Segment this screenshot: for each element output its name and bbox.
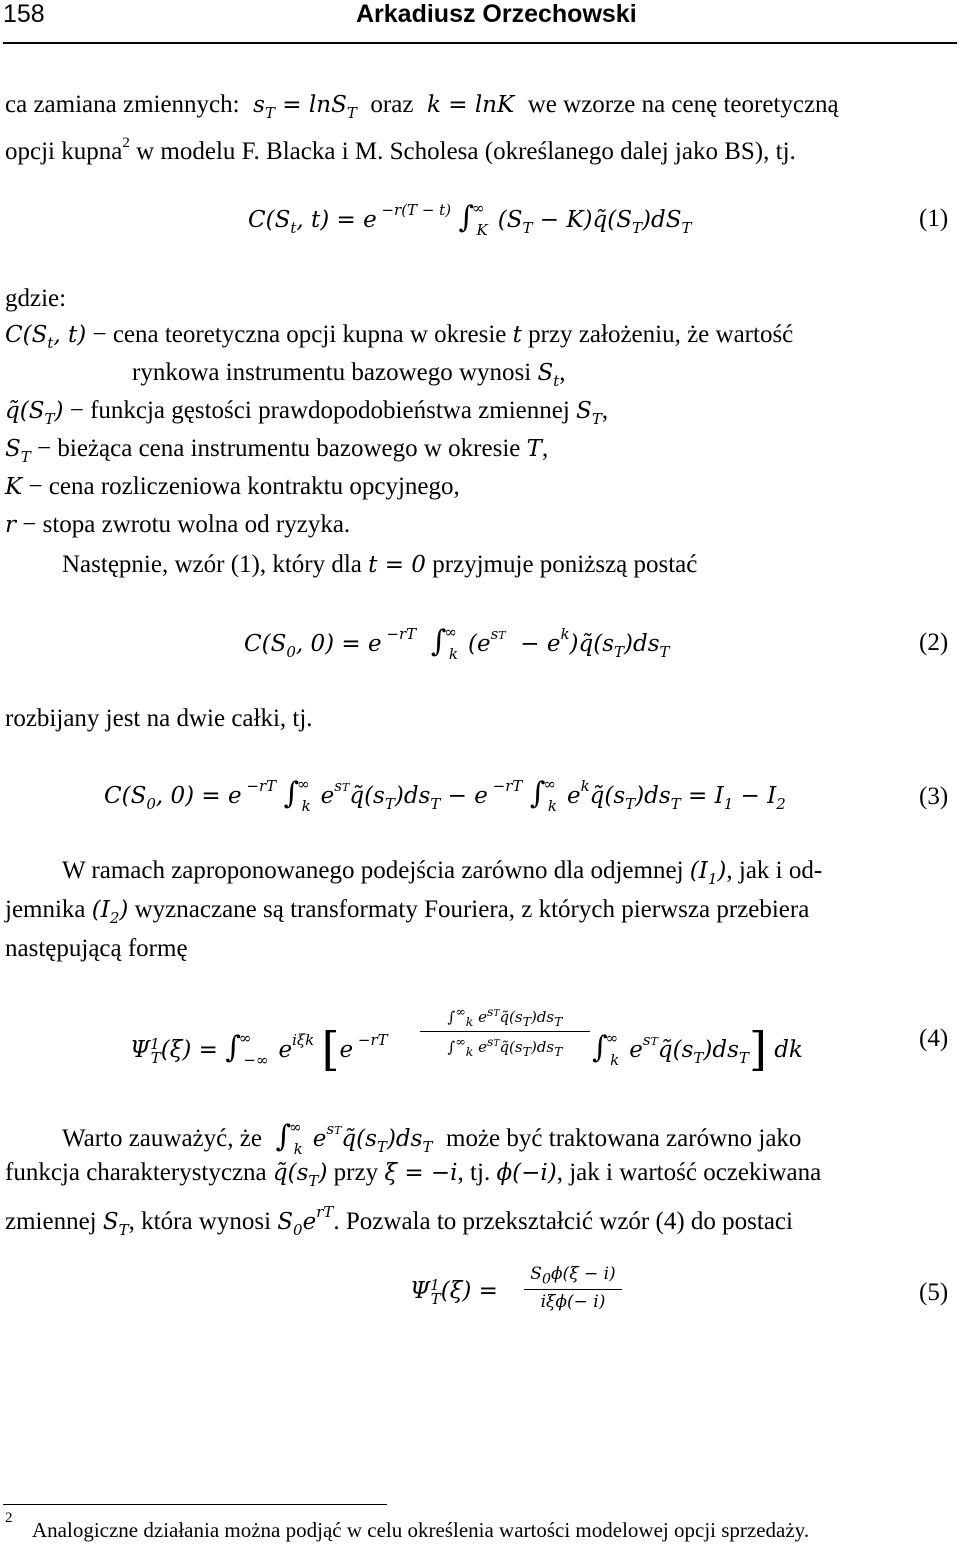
- definition-2: $q̃(S_T)$ − funkcja gęstości prawdopodobieństwa zmiennej $S_T$,: [5, 397, 609, 428]
- definition-4: K − cena rozliczeniowa kontraktu opcyjnego,: [5, 473, 460, 500]
- footnote-text: Analogiczne działania można podjąć w celu określenia wartości modelowej opcji sprzedaży.: [32, 1518, 810, 1542]
- equation-number: (1): [919, 205, 949, 232]
- equation-number: (5): [919, 1279, 949, 1306]
- intro-text: ca zamiana zmiennych:: [5, 91, 240, 118]
- equation-5: $\Psi^1_T(\xi)$ =: [410, 1276, 498, 1308]
- intro-text: we wzorze na cenę teoretyczną: [527, 91, 839, 118]
- equation-4-tail: $\int^\infty_k$ $e^{sT}q̃(s_T)ds_T$] dk: [592, 1022, 803, 1076]
- intro-text: opcji kupna: [5, 138, 123, 165]
- math-inline: $s_T = \ln S_T$: [245, 92, 357, 122]
- fraction: $S_0\phi(\xi - i)$ iξϕ(− i): [524, 1264, 622, 1312]
- footnote-number: 2: [5, 1510, 13, 1526]
- paragraph-text: rozbijany jest na dwie całki, tj.: [5, 705, 313, 732]
- definition-5: r − stopa zwrotu wolna od ryzyka.: [5, 511, 351, 538]
- intro-line-2: [5, 128, 796, 167]
- equation-4: $\Psi^1_T(\xi) = \int^\infty_{-\infty}$ $e^{i\xi k}$ [e $^{-rT}$: [130, 1022, 388, 1076]
- running-head-author: Arkadiusz Orzechowski: [356, 0, 637, 28]
- equation-number: (2): [919, 629, 949, 656]
- paragraph-text: Następnie, wzór (1), który dla t = 0 przyjmuje poniższą postać: [62, 551, 698, 578]
- intro-line-1: [5, 90, 839, 128]
- equation-2: $C(S_0$, 0) = e $^{-rT}$ $\int^\infty_k$ ($e^{sT}$ − $e^k)q̃(s_T)ds_T$: [244, 623, 670, 663]
- footnote-ref[interactable]: 2: [122, 135, 130, 151]
- gdzie-label: gdzie:: [5, 285, 67, 312]
- paragraph-text: zmiennej $S_T$, która wynosi $S_0e^{rT}$. Pozwala to przekształcić wzór (4) do postaci: [5, 1203, 793, 1239]
- paragraph-text: jemnika $(I_2)$ wyznaczane są transformaty Fouriera, z których pierwsza przebiera: [5, 896, 810, 927]
- equation-3: $C(S_0$, 0) = e $^{-rT}$ $\int^\infty_k$ $e^{sT}q̃(s_T)ds_T - e$ $^{-rT}$ $\int^\infty_k$ $e^kq̃(s_T)ds_T = I_1 - I_2$: [104, 775, 786, 815]
- intro-text: w modelu F. Blacka i M. Scholesa (określanego dalej jako BS), tj.: [136, 138, 796, 165]
- paragraph-text: Warto zauważyć, że $\int^\infty_k$ $e^{sT}q̃(s_T)ds_T$ może być traktowana zarówno jako: [62, 1118, 802, 1158]
- fraction: $\int^\infty_k$ $e^{sT}q̃(s_T)ds_T$ $\int^\infty_k$ $e^{sT}q̃(s_T)ds_T$: [420, 1004, 590, 1059]
- equation-number: (3): [919, 783, 949, 810]
- header-rule: [3, 42, 957, 44]
- definition-1: $C(S_t$, t) − cena teoretyczna opcji kupna w okresie t przy założeniu, że wartość: [5, 321, 794, 352]
- math-inline: k = lnK: [419, 92, 522, 118]
- intro-text: oraz: [370, 91, 414, 118]
- footnote-rule: [3, 1504, 387, 1505]
- definition-3: $S_T$ − bieżąca cena instrumentu bazowego w okresie T,: [5, 435, 549, 466]
- paragraph-text: funkcja charakterystyczna $q̃(s_T)$ przy ξ = −i, tj. ϕ(−i), jak i wartość oczekiwana: [5, 1159, 822, 1190]
- paragraph-text: następującą formę: [5, 935, 188, 962]
- equation-1: $C(S_t$, t) = e $^{-r(T - t)}$ $\int^\infty_K$ ($S_T$ − $K)q̃(S_T)dS_T$: [248, 199, 692, 239]
- definition-1-cont: rynkowa instrumentu bazowego wynosi $S_t$,: [132, 359, 566, 390]
- equation-number: (4): [919, 1025, 949, 1052]
- paragraph-text: W ramach zaproponowanego podejścia zarówno dla odjemnej $(I_1)$, jak i od-: [62, 857, 823, 888]
- page-number: 158: [3, 0, 45, 28]
